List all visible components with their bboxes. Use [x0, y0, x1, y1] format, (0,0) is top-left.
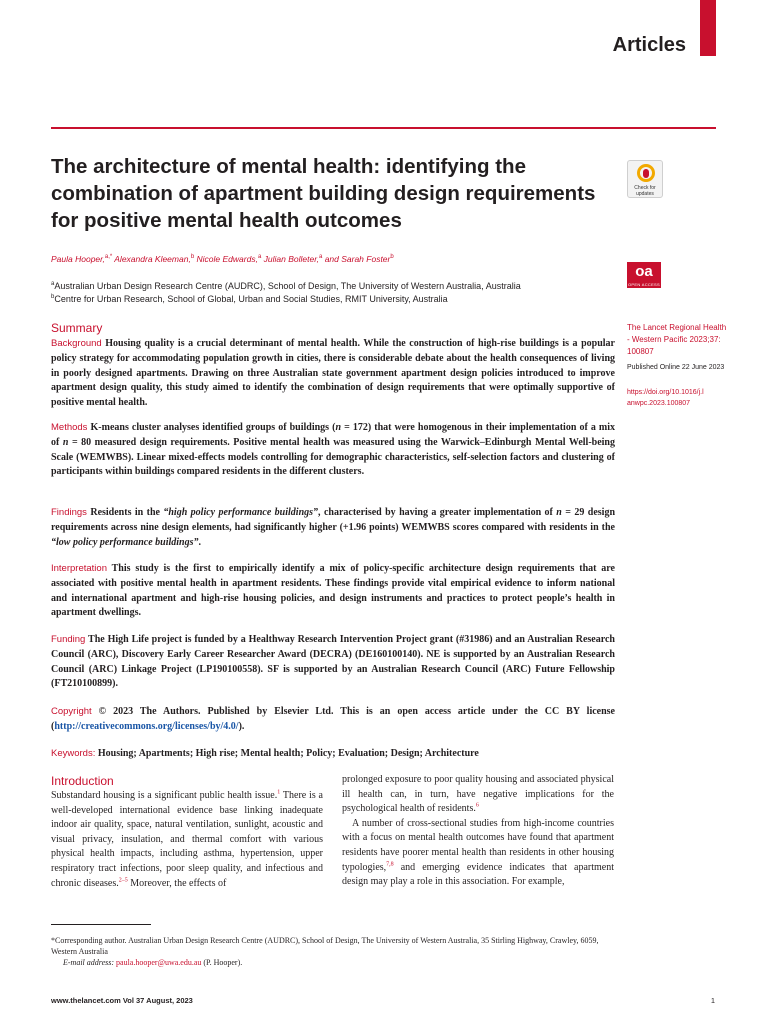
published-date: Published Online 22 June 2023	[627, 364, 725, 371]
open-access-badge	[627, 262, 661, 288]
summary-heading: Summary	[51, 321, 103, 335]
corresponding-author-note: *Corresponding author. Australian Urban Design Research Centre (AUDRC), School of Design, The University of Western Australia, 35 Stirling Highway, Crawley, 6059, Western Australia	[51, 936, 599, 956]
license-link[interactable]: http://creativecommons.org/licenses/by/4.0/	[54, 720, 239, 732]
reference-link[interactable]: 6	[475, 802, 479, 809]
author-email-link[interactable]: paula.hooper@uwa.edu.au	[116, 958, 202, 967]
open-access-logo-text: oa	[635, 263, 653, 280]
footnote-rule	[51, 924, 151, 925]
footnote: *Corresponding author. Australian Urban Design Research Centre (AUDRC), School of Design, The University of Western Australia, 35 Stirling Highway, Crawley, 6059, Western Australia E-mail address: paula.hooper@uwa.edu.au (P. Hooper).	[51, 935, 621, 968]
section-tab-marker	[700, 0, 716, 56]
affiliation-a: $^a$Australian Urban Design Research Centre (AUDRC), School of Design, The University of Western Australia, Australia	[51, 281, 521, 291]
reference-link[interactable]: 7,8	[386, 861, 394, 868]
check-updates-icon	[637, 164, 655, 182]
abstract-interpretation: Interpretation This study is the first to empirically identify a mix of policy-specific architecture design requirements that are associated with positive mental health in apartment residents. These findings provide vital empirical evidence to inform national and international apartment and high-rise housing policies, and design instruments and practices to protect people’s health in apartment dwellings.	[51, 563, 615, 619]
section-label: Articles	[612, 34, 686, 56]
introduction-column-left: Substandard housing is a significant public health issue.$^1$ There is a well-developed international evidence base linking inadequate indoor air quality, space, natural ventilation, sunlight, acoustic and visual privacy, insulation, and thermal comfort with various physical health impacts, including asthma, hypertension, upper respiratory tract infections, poor sleep quality, and infectious and chronic diseases.$^{2-5}$ Moreover, the effects of	[51, 789, 323, 889]
abstract-findings: Findings Residents in the “high policy performance buildings”, characterised by having a greater implementation of n = 29 design requirements across nine design elements, had significantly higher (+1.96 points) WEMWBS scores compared with residents in the “low policy performance buildings”.	[51, 507, 616, 548]
check-for-updates-badge[interactable]	[627, 160, 663, 198]
journal-citation: The Lancet Regional Health - Western Pacific 2023;37: 100807	[627, 323, 727, 356]
abstract-background: Background Housing quality is a crucial determinant of mental health. While the construction of high-rise buildings is a popular policy strategy for accommodating population growth in cities, there is considerable debate about the health consequences of living in poorly designed apartments. Drawing on three Australian state government apartment design policies introduced to improve apartment design quality, this study aimed to identify the combination of design requirements that were optimally supportive of positive mental health.	[51, 338, 615, 409]
reference-link[interactable]: 2–5	[118, 877, 128, 884]
introduction-heading: Introduction	[51, 774, 114, 788]
author-name[interactable]: Julian Bolleter,	[263, 254, 319, 264]
author-name[interactable]: and Sarah Foster	[324, 254, 391, 264]
footer-journal-info: www.thelancet.com Vol 37 August, 2023	[51, 996, 193, 1005]
author-name[interactable]: Nicole Edwards,	[196, 254, 258, 264]
introduction-column-right: prolonged exposure to poor quality housing and associated physical ill health can, in turn, have negative implications for the psychological health of residents.$^6$ A number of cross-sectional studies from high-income countries with a focus on mental health outcomes have found that apartment residents have poorer mental health than residents in other housing typologies,$^{7,8}$ and emerging evidence indicates that apartment design may play a role in this association. For example,	[342, 774, 614, 888]
page-number: 1	[710, 996, 715, 1005]
author-list: Paula Hooper,$^{a,*}$ Alexandra Kleeman,$^b$ Nicole Edwards,$^a$ Julian Bolleter,$^a$ and Sarah Foster$^b$	[51, 254, 394, 264]
author-name[interactable]: Paula Hooper,	[51, 254, 105, 264]
affiliation-b: $^b$Centre for Urban Research, School of Global, Urban and Social Studies, RMIT University, Australia	[51, 294, 448, 304]
open-access-logo-subtext: OPEN ACCESS	[628, 282, 660, 287]
check-updates-label: Check for updates	[634, 185, 656, 197]
abstract-keywords: Keywords: Housing; Apartments; High rise; Mental health; Policy; Evaluation; Design; Architecture	[51, 748, 479, 759]
doi-link[interactable]: https://doi.org/10.1016/j.lanwpc.2023.100807	[627, 389, 704, 407]
reference-link[interactable]: 1	[277, 789, 281, 796]
abstract-copyright: Copyright © 2023 The Authors. Published by Elsevier Ltd. This is an open access article under the CC BY license (http://creativecommons.org/licenses/by/4.0/).	[51, 706, 615, 732]
article-title: The architecture of mental health: identifying the combination of apartment building design requirements for positive mental health outcomes	[51, 155, 596, 232]
abstract-funding: Funding The High Life project is funded by a Healthway Research Intervention Project grant (#31986) and an Australian Research Council (ARC), Discovery Early Career Researcher Award (DECRA) (DE160100140). NE is supported by an Australian Research Council (ARC) Linkage Project (LP190100558). SF is supported by an Australian Research Council (ARC) Future Fellowship (FT210100899).	[51, 634, 615, 690]
header-rule	[51, 127, 716, 129]
author-name[interactable]: Alexandra Kleeman,	[114, 254, 191, 264]
abstract-methods: Methods K-means cluster analyses identified groups of buildings (n = 172) that were homogenous in their implementation of a mix of n = 80 measured design requirements. Positive mental health was measured using the Warwick–Edinburgh Mental Well-being Scale (WEMWBS). Linear mixed-effects models controlling for demographic characteristics, self-selection factors and clustering of participants within buildings compared residents in the different clusters.	[51, 422, 615, 478]
